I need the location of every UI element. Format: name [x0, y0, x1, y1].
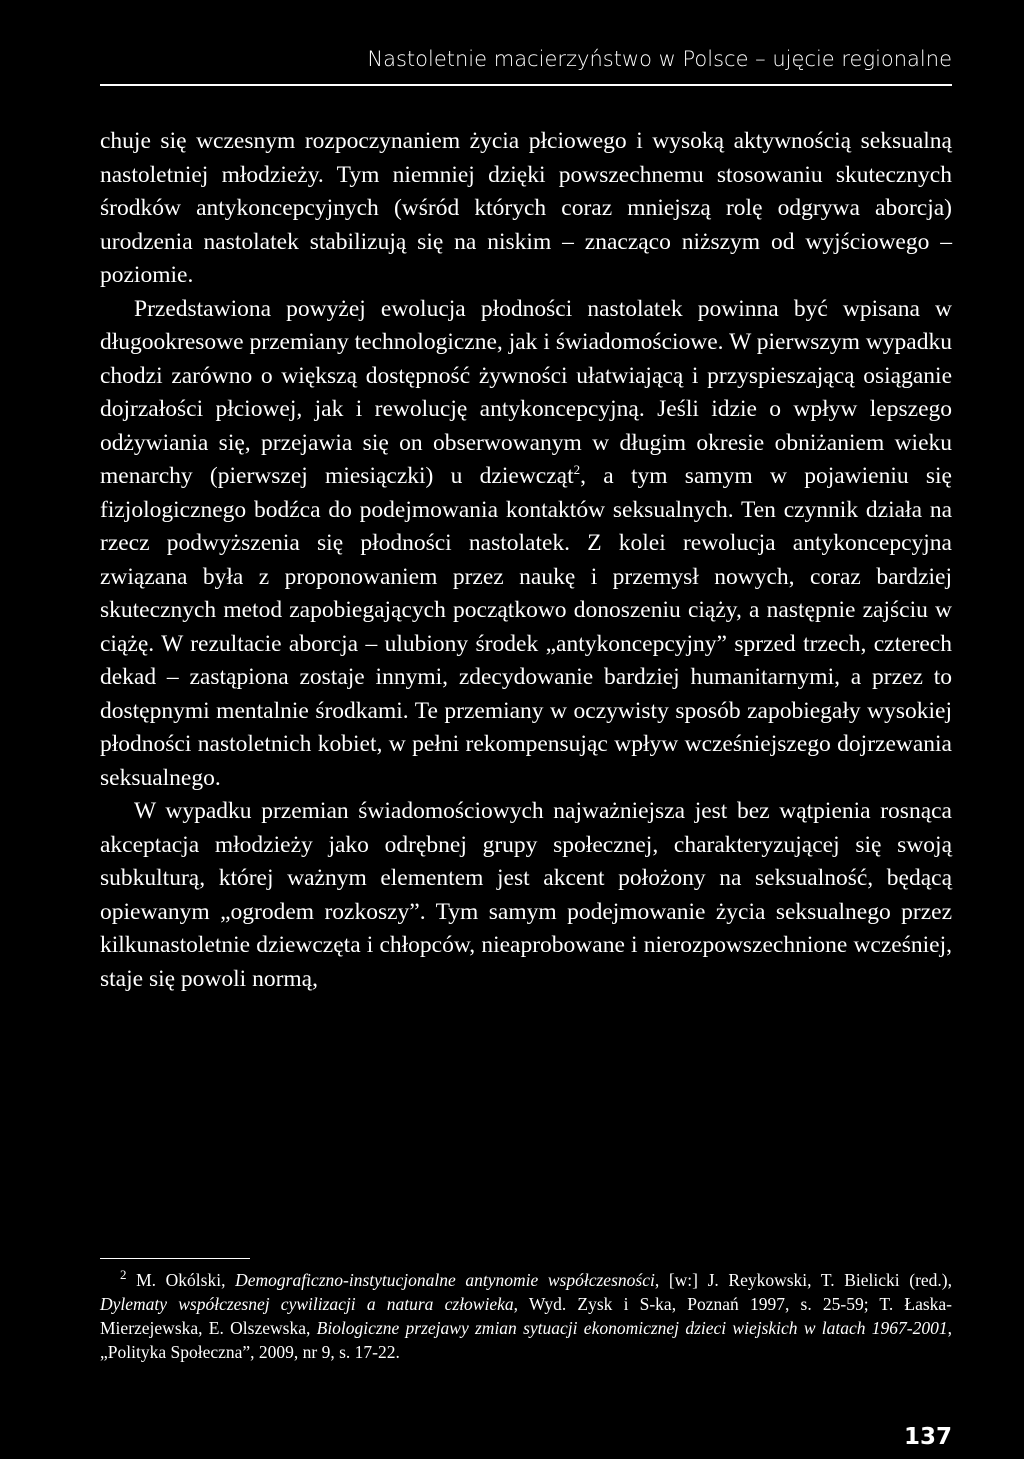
footnote: [100, 1268, 952, 1364]
footnote-reference: 2: [573, 462, 581, 478]
footnote-title-2: Dylematy współczesnej cywilizacji a natura człowieka: [100, 1294, 514, 1314]
footnote-title-3: Biologiczne przejawy zmian sytuacji ekonomicznej dzieci wiejskich w latach 1967-2001: [316, 1318, 948, 1338]
page-number: 137: [903, 1424, 952, 1450]
running-header: Nastoletnie macierzyństwo w Polsce – ujęcie regionalne: [367, 47, 952, 71]
footnote-number: 2: [120, 1267, 127, 1283]
footnote-title-1: Demograficzno-instytucjonalne antynomie współczesności: [235, 1270, 655, 1290]
body-text: [100, 125, 952, 996]
header-rule: [100, 84, 952, 86]
footnote-text-4: , „Polityka Społeczna”, 2009, nr 9, s. 17-22.: [100, 1318, 952, 1362]
paragraph-2-part-1: Przedstawiona powyżej ewolucja płodności nastolatek powinna być wpisana w długookresowe przemiany technologiczne, jak i świadomościowe. W pierwszym wypadku chodzi zarówno o większą dostępność żywności ułatwiającą i przyspieszającą osiąganie dojrzałości płciowej, jak i rewolucję antykoncepcyjną. Jeśli idzie o wpływ lepszego odżywiania się, przejawia się on obserwowanym w długim okresie obniżaniem wieku menarchy (pierwszej miesiączki) u dziewcząt: [100, 295, 952, 489]
footnote-text-3: , Wyd. Zysk i S-ka, Poznań 1997, s. 25-59; T. Łaska-Mierzejewska, E. Olszewska,: [100, 1294, 952, 1338]
paragraph-2: [100, 293, 952, 796]
paragraph-1: chuje się wczesnym rozpoczynaniem życia płciowego i wysoką aktywnością seksualną nastoletniej młodzieży. Tym niemniej dzięki powszechnemu stosowaniu skutecznych środków antykoncepcyjnych (wśród których coraz mniejszą rolę odgrywa aborcja) urodzenia nastolatek stabilizują się na niskim – znacząco niższym od wyjściowego – poziomie.: [100, 128, 952, 288]
paragraph-3: W wypadku przemian świadomościowych najważniejsza jest bez wątpienia rosnąca akceptacja młodzieży jako odrębnej grupy społecznej, charakteryzującej się swoją subkulturą, której ważnym elementem jest akcent położony na seksualność, będącą opiewanym „ogrodem rozkoszy”. Tym samym podejmowanie życia seksualnego przez kilkunastoletnie dziewczęta i chłopców, nieaprobowane i nierozpowszechnione wcześniej, staje się powoli normą,: [100, 798, 952, 992]
footnote-rule: [100, 1258, 250, 1259]
footnote-text-2: , [w:] J. Reykowski, T. Bielicki (red.),: [654, 1270, 952, 1290]
paragraph-2-part-2: , a tym samym w pojawieniu się fizjologicznego bodźca do podejmowania kontaktów seksualnych. Ten czynnik działa na rzecz podwyższenia się płodności nastolatek. Z kolei rewolucja antykoncepcyjna związana była z proponowaniem przez naukę i przemysł nowych, coraz bardziej skutecznych metod zapobiegających początkowo donoszeniu ciąży, a następnie zajściu w ciążę. W rezultacie aborcja – ulubiony środek „antykoncepcyjny” sprzed trzech, czterech dekad – zastąpiona zostaje innymi, zdecydowanie bardziej humanitarnymi, a przez to dostępnymi mentalnie środkami. Te przemiany w oczywisty sposób zapobiegały wysokiej płodności nastoletnich kobiet, w pełni rekompensując wpływ wcześniejszego dojrzewania seksualnego.: [100, 463, 952, 791]
footnote-text-1: M. Okólski,: [126, 1270, 236, 1290]
